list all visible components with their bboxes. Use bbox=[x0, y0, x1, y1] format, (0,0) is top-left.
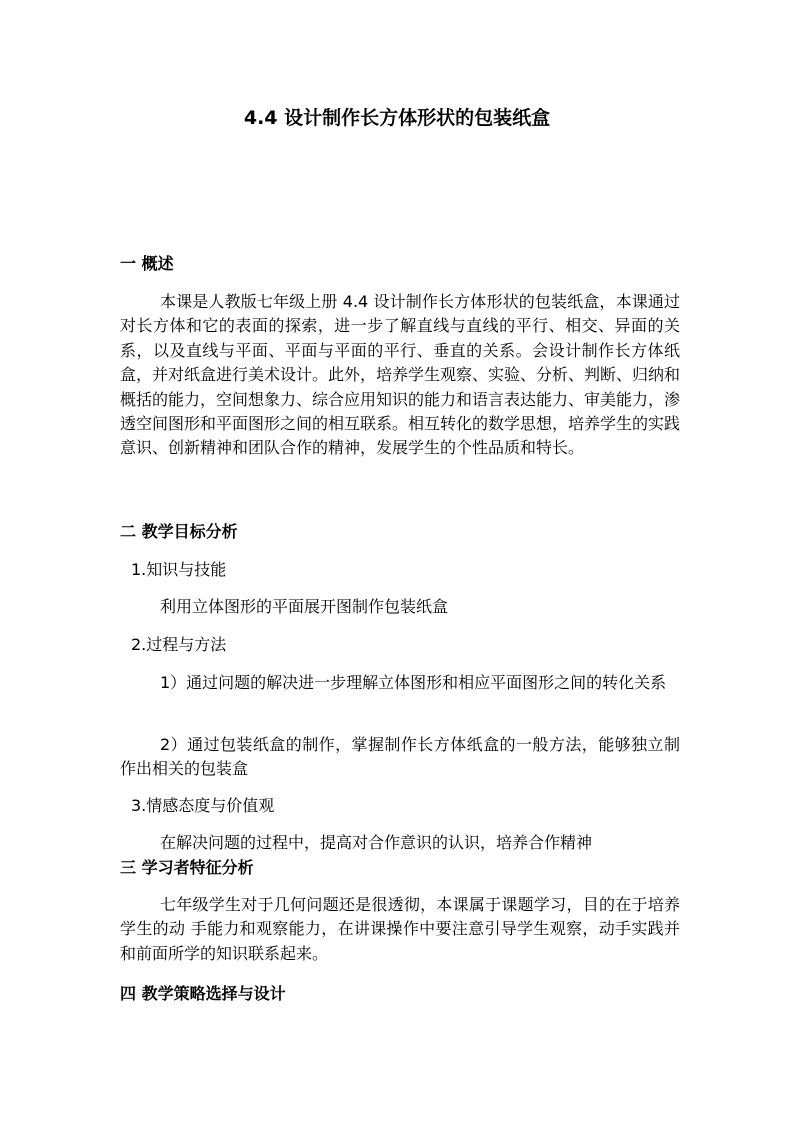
subheading-knowledge: 1.知识与技能 bbox=[131, 560, 227, 579]
process-item-2: 2）通过包装纸盒的制作，掌握制作长方体纸盒的一般方法，能够独立制作出相关的包装盒 bbox=[120, 735, 680, 779]
overview-paragraph: 本课是人教版七年级上册 4.4 设计制作长方体形状的包装纸盒，本课通过对长方体和它的表面的探索，进一步了解直线与直线的平行、相交、异面的关系，以及直线与平面、平面与平面的平行、垂直的关系。会设计制作长方体纸盒，并对纸盒进行美术设计。此外，培养学生观察、实验、分析、判断、归纳和概括的能力，空间想象力、综合应用知识的能力和语言表达能力、审美能力，渗透空间图形和平面图形之间的相互联系。相互转化的数学思想，培养学生的实践意识、创新精神和团队合作的精神，发展学生的个性品质和特长。 bbox=[120, 292, 681, 458]
subheading-attitude: 3.情感态度与价值观 bbox=[131, 796, 275, 815]
section-heading-strategy: 四 教学策略选择与设计 bbox=[120, 984, 286, 1003]
process-item-1: 1）通过问题的解决进一步理解立体图形和相应平面图形之间的转化关系 bbox=[160, 673, 667, 692]
learners-paragraph: 七年级学生对于几何问题还是很透彻，本课属于课题学习，目的在于培养学生的动 手能力和观察能力，在讲课操作中要注意引导学生观察，动手实践并和前面所学的知识联系起来。 bbox=[120, 895, 680, 963]
subheading-process: 2.过程与方法 bbox=[131, 635, 227, 654]
document-title: 4.4 设计制作长方体形状的包装纸盒 bbox=[243, 107, 551, 129]
section-heading-goals: 二 教学目标分析 bbox=[120, 522, 238, 541]
knowledge-text: 利用立体图形的平面展开图制作包装纸盒 bbox=[160, 597, 449, 616]
section-heading-overview: 一 概述 bbox=[120, 254, 174, 273]
section-heading-learners: 三 学习者特征分析 bbox=[120, 858, 254, 877]
attitude-text: 在解决问题的过程中，提高对合作意识的认识，培养合作精神 bbox=[160, 833, 593, 852]
